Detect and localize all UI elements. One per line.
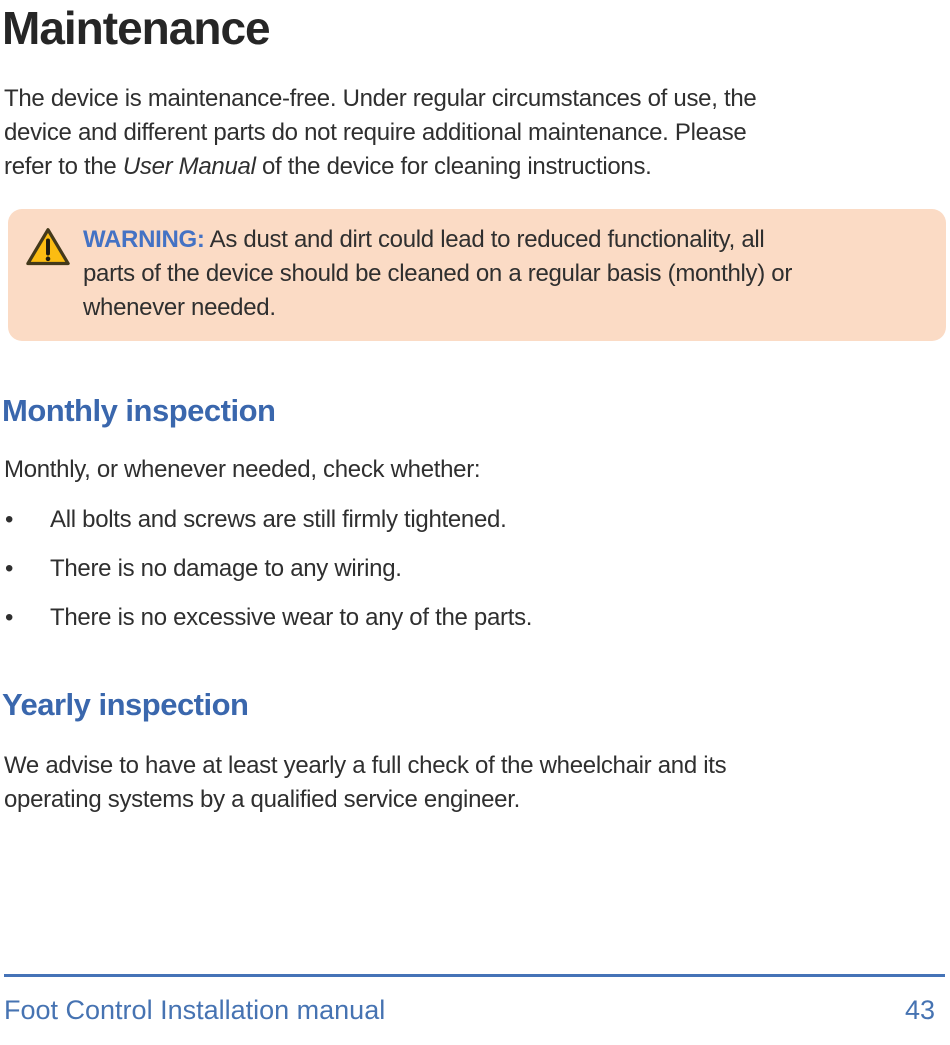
list-item: • There is no damage to any wiring.: [0, 552, 950, 586]
list-item: • There is no excessive wear to any of the parts.: [0, 601, 950, 635]
warning-line-3: whenever needed.: [83, 294, 276, 321]
warning-line-2: parts of the device should be cleaned on a regular basis (monthly) or: [83, 260, 793, 287]
intro-line-1: The device is maintenance-free. Under regular circumstances of use, the: [4, 85, 757, 112]
intro-line-3: [4, 150, 950, 184]
warning-label: WARNING:: [83, 226, 205, 253]
intro-italic-user-manual: User Manual: [122, 153, 256, 180]
warning-line-1-text: As dust and dirt could lead to reduced functionality, all: [209, 226, 765, 253]
warning-text: [83, 223, 918, 325]
footer-page-number: 43: [904, 995, 935, 1025]
footer-divider: [4, 974, 945, 977]
footer-document-title: Foot Control Installation manual: [4, 995, 386, 1025]
warning-line-1: [83, 223, 918, 257]
yearly-line-2: operating systems by a qualified service engineer.: [4, 786, 520, 813]
section-heading-yearly-inspection: Yearly inspection: [2, 687, 249, 722]
yearly-paragraph: [4, 749, 950, 817]
warning-callout: [8, 209, 946, 341]
page-footer: [4, 992, 935, 1028]
intro-line-2: device and different parts do not require additional maintenance. Please: [4, 119, 747, 146]
warning-triangle-icon: [25, 226, 71, 268]
monthly-intro-text: Monthly, or whenever needed, check whether:: [4, 456, 481, 483]
intro-line-3-before: refer to the: [4, 153, 123, 180]
intro-line-3-after: of the device for cleaning instructions.: [255, 153, 652, 180]
yearly-line-1: We advise to have at least yearly a full check of the wheelchair and its: [4, 752, 727, 779]
monthly-checklist: [0, 503, 950, 635]
page-title: Maintenance: [2, 2, 270, 54]
section-heading-monthly-inspection: Monthly inspection: [2, 393, 276, 428]
intro-paragraph: [4, 82, 950, 184]
list-item: • All bolts and screws are still firmly tightened.: [0, 503, 950, 537]
